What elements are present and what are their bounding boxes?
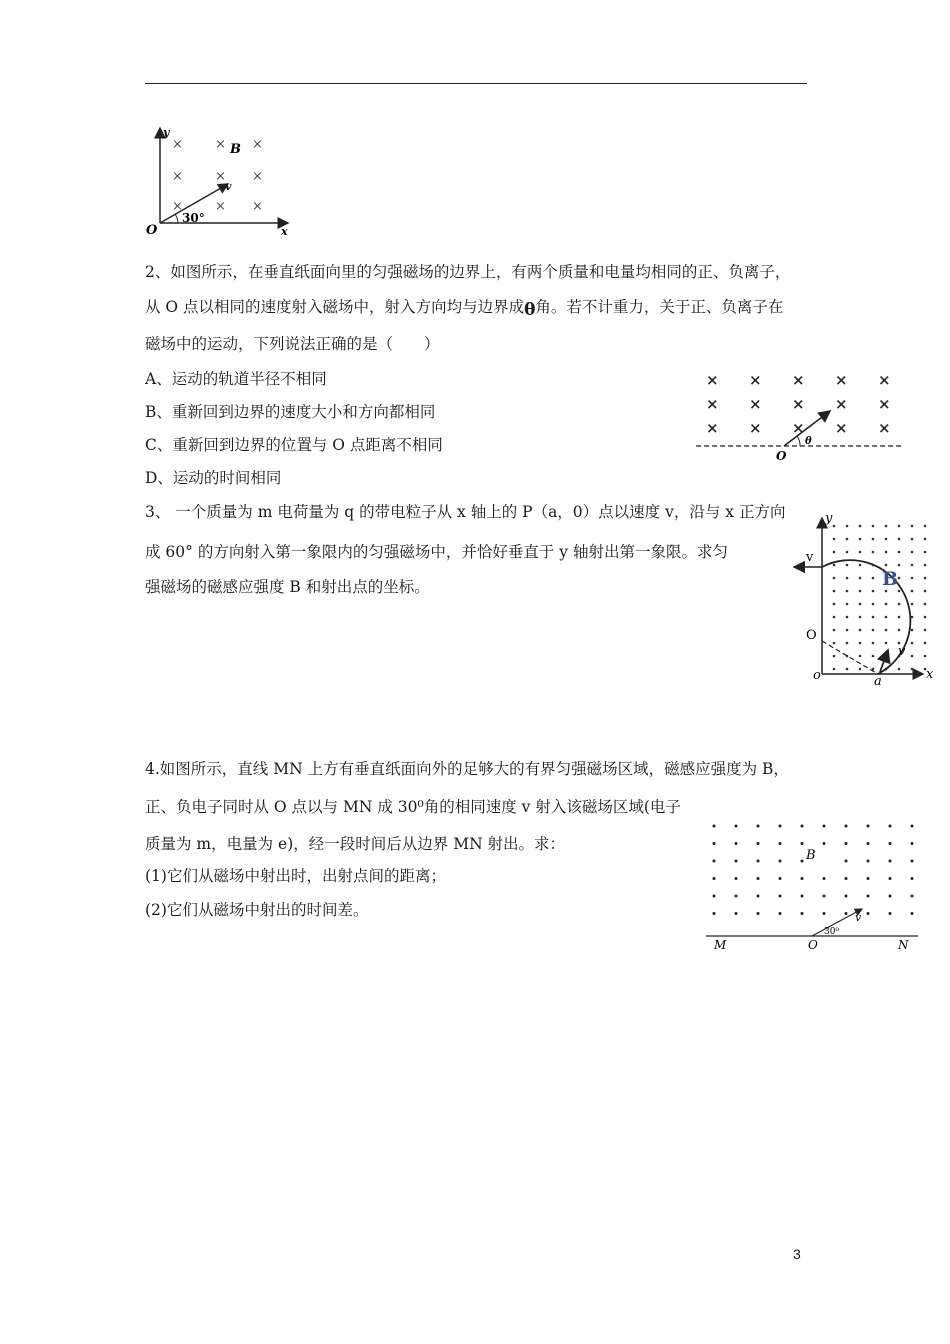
q3-line-1: 3、 一个质量为 m 电荷量为 q 的带电粒子从 x 轴上的 P（a，0）点以速度 v，沿与 x 正方向 — [145, 503, 786, 521]
q4-line-5: (2)它们从磁场中射出的时间差。 — [145, 901, 369, 919]
svg-text:×: × — [706, 371, 719, 389]
field-dot — [889, 825, 892, 828]
fig2-theta-label: θ — [805, 436, 812, 447]
field-dot — [833, 668, 836, 671]
field-dot — [833, 629, 836, 632]
field-dot — [924, 603, 927, 606]
figure-3-quadrant-field — [778, 508, 943, 686]
figure-4-mn-boundary — [700, 812, 922, 952]
fig4-m-label: M — [714, 938, 727, 952]
field-dot — [867, 860, 870, 863]
field-dot — [779, 842, 782, 845]
field-dot — [779, 825, 782, 828]
fig3-a-label: a — [874, 674, 882, 686]
field-dot — [911, 538, 914, 541]
field-dot — [898, 668, 901, 671]
field-dot — [713, 912, 716, 915]
field-dot — [735, 860, 738, 863]
field-dot — [846, 629, 849, 632]
field-dot — [898, 629, 901, 632]
field-dot — [924, 551, 927, 554]
field-dot — [833, 577, 836, 580]
field-dot — [867, 912, 870, 915]
field-dot — [779, 895, 782, 898]
field-dot — [846, 538, 849, 541]
field-dot — [924, 655, 927, 658]
field-dot — [924, 564, 927, 567]
field-dot — [867, 825, 870, 828]
field-dot — [713, 895, 716, 898]
fig4-b-label: B — [806, 848, 816, 863]
svg-text:×: × — [252, 169, 263, 184]
field-dot — [898, 525, 901, 528]
field-dot — [833, 525, 836, 528]
q4-line-2: 正、负电子同时从 O 点以与 MN 成 30⁰角的相同速度 v 射入该磁场区域(电子 — [145, 798, 681, 816]
svg-text:×: × — [252, 137, 263, 152]
field-dot — [735, 895, 738, 898]
fig3-v-right-label: v — [898, 644, 906, 659]
field-dot — [872, 642, 875, 645]
field-dot — [911, 577, 914, 580]
field-dot — [898, 616, 901, 619]
fig1-b-label: B — [230, 142, 241, 157]
field-dot — [823, 912, 826, 915]
field-dot — [872, 616, 875, 619]
svg-text:×: × — [878, 419, 891, 437]
field-dot — [911, 551, 914, 554]
svg-text:×: × — [215, 137, 226, 152]
field-dot — [859, 551, 862, 554]
field-dot — [898, 564, 901, 567]
svg-text:×: × — [215, 199, 226, 214]
field-dot — [872, 538, 875, 541]
field-dot — [757, 895, 760, 898]
svg-text:×: × — [215, 169, 226, 184]
field-dot — [898, 577, 901, 580]
field-dot — [885, 629, 888, 632]
field-dot — [859, 668, 862, 671]
field-dot — [924, 616, 927, 619]
fig3-v-top-label: v — [806, 550, 814, 565]
field-dot — [859, 629, 862, 632]
field-dot — [885, 564, 888, 567]
svg-text:×: × — [706, 419, 719, 437]
q2-option-d: D、运动的时间相同 — [145, 469, 282, 487]
q2-line-2 — [145, 297, 784, 320]
svg-text:×: × — [878, 371, 891, 389]
field-dot — [735, 912, 738, 915]
field-dot — [859, 538, 862, 541]
field-dot — [757, 842, 760, 845]
field-dot — [911, 668, 914, 671]
field-dot — [846, 564, 849, 567]
fig1-v-label: v — [225, 180, 232, 193]
q2-line-1: 2、如图所示，在垂直纸面向里的匀强磁场的边界上，有两个质量和电量均相同的正、负离子， — [145, 263, 791, 281]
svg-text:×: × — [792, 395, 805, 413]
field-dot — [735, 825, 738, 828]
field-dot — [735, 842, 738, 845]
field-dot — [867, 877, 870, 880]
field-dot — [889, 860, 892, 863]
field-dot — [757, 825, 760, 828]
field-dot — [889, 842, 892, 845]
field-dot — [833, 551, 836, 554]
figure-1-magnetic-field — [140, 122, 300, 240]
svg-text:×: × — [749, 395, 762, 413]
fig4-n-label: N — [898, 938, 909, 952]
q2-line-3: 磁场中的运动，下列说法正确的是（ ） — [145, 335, 440, 353]
fig3-x-label: x — [926, 667, 934, 682]
svg-text:×: × — [706, 395, 719, 413]
q3-line-2: 成 60° 的方向射入第一象限内的匀强磁场中，并恰好垂直于 y 轴射出第一象限。求匀 — [145, 543, 728, 561]
field-dot — [757, 877, 760, 880]
field-dot — [801, 842, 804, 845]
field-dot — [713, 825, 716, 828]
field-dot — [872, 603, 875, 606]
field-dot — [801, 912, 804, 915]
field-dot — [713, 877, 716, 880]
field-dot — [801, 825, 804, 828]
field-dot — [713, 842, 716, 845]
field-dot — [872, 629, 875, 632]
page-number: 3 — [793, 1246, 801, 1262]
field-dot — [885, 603, 888, 606]
field-dot — [911, 877, 914, 880]
field-dot — [801, 895, 804, 898]
q2-option-b: B、重新回到边界的速度大小和方向都相同 — [145, 403, 436, 421]
field-dot — [846, 616, 849, 619]
field-dot — [872, 525, 875, 528]
field-dot — [924, 577, 927, 580]
field-dot — [859, 590, 862, 593]
fig2-origin-label: O — [776, 449, 787, 463]
field-dot — [833, 538, 836, 541]
field-dot — [885, 525, 888, 528]
field-dot — [779, 877, 782, 880]
fig4-angle-label: 30⁰ — [824, 927, 840, 937]
field-dot — [867, 895, 870, 898]
q2-line-2-end: 角。若不计重力，关于正、负离子在 — [535, 298, 784, 316]
field-dot — [779, 912, 782, 915]
field-dot — [872, 590, 875, 593]
field-dot — [898, 538, 901, 541]
field-dot — [889, 912, 892, 915]
field-dot — [898, 603, 901, 606]
field-dot — [898, 590, 901, 593]
field-dot — [859, 525, 862, 528]
fig1-y-label: y — [163, 126, 170, 139]
field-dot — [885, 590, 888, 593]
field-dot — [924, 590, 927, 593]
field-dot — [911, 564, 914, 567]
svg-text:×: × — [252, 199, 263, 214]
field-dot — [885, 538, 888, 541]
field-dot — [757, 860, 760, 863]
field-dot — [779, 860, 782, 863]
svg-text:×: × — [835, 419, 848, 437]
field-dot — [833, 642, 836, 645]
field-dot — [823, 825, 826, 828]
field-dot — [889, 895, 892, 898]
field-dot — [911, 642, 914, 645]
fig4-o-label: O — [808, 938, 818, 952]
field-dot — [833, 655, 836, 658]
field-dot — [846, 668, 849, 671]
field-dot — [911, 655, 914, 658]
field-dot — [898, 551, 901, 554]
field-dot — [911, 895, 914, 898]
field-dot — [859, 564, 862, 567]
svg-text:×: × — [172, 199, 183, 214]
q2-option-a: A、运动的轨道半径不相同 — [145, 370, 327, 388]
field-dot — [924, 538, 927, 541]
field-dot — [889, 877, 892, 880]
svg-text:×: × — [172, 169, 183, 184]
field-dot — [846, 603, 849, 606]
field-dot — [823, 877, 826, 880]
field-dot — [911, 590, 914, 593]
field-dot — [845, 895, 848, 898]
field-dot — [911, 603, 914, 606]
field-dot — [846, 642, 849, 645]
fig3-origin-label: o — [813, 668, 821, 683]
svg-text:×: × — [749, 371, 762, 389]
field-dot — [833, 564, 836, 567]
svg-text:×: × — [835, 395, 848, 413]
fig3-center-label: O — [806, 628, 817, 643]
svg-text:×: × — [792, 419, 805, 437]
field-dot — [823, 842, 826, 845]
svg-text:×: × — [835, 371, 848, 389]
svg-text:×: × — [878, 395, 891, 413]
fig4-v-label: v — [855, 911, 862, 924]
fig1-origin-label: O — [146, 223, 158, 238]
field-dot — [845, 842, 848, 845]
field-dot — [845, 912, 848, 915]
field-dot — [924, 525, 927, 528]
theta-symbol: θ — [524, 300, 536, 320]
field-dot — [859, 616, 862, 619]
q4-line-3: 质量为 m，电量为 e)，经一段时间后从边界 MN 射出。求： — [145, 835, 566, 853]
fig3-b-label: B — [882, 568, 899, 590]
field-dot — [859, 577, 862, 580]
field-dot — [833, 616, 836, 619]
field-dot — [833, 603, 836, 606]
svg-text:×: × — [749, 419, 762, 437]
figure-2-boundary-field — [692, 366, 908, 464]
field-dot — [911, 860, 914, 863]
fig3-y-label: y — [825, 511, 833, 526]
field-dot — [885, 616, 888, 619]
field-dot — [924, 642, 927, 645]
field-dot — [757, 912, 760, 915]
field-dot — [846, 525, 849, 528]
field-dot — [735, 877, 738, 880]
field-dot — [924, 629, 927, 632]
field-dot — [845, 825, 848, 828]
field-dot — [846, 590, 849, 593]
field-dot — [872, 551, 875, 554]
field-dot — [713, 860, 716, 863]
field-dot — [872, 577, 875, 580]
field-dot — [911, 842, 914, 845]
field-dot — [911, 912, 914, 915]
field-dot — [872, 655, 875, 658]
field-dot — [867, 842, 870, 845]
field-dot — [911, 629, 914, 632]
field-dot — [911, 525, 914, 528]
field-dot — [885, 642, 888, 645]
field-dot — [801, 877, 804, 880]
svg-text:×: × — [792, 371, 805, 389]
field-dot — [859, 603, 862, 606]
field-dot — [833, 590, 836, 593]
svg-text:×: × — [172, 137, 183, 152]
field-dot — [911, 825, 914, 828]
fig1-x-label: x — [281, 225, 288, 238]
q4-line-4: (1)它们从磁场中射出时，出射点间的距离； — [145, 867, 446, 885]
field-dot — [859, 642, 862, 645]
field-dot — [859, 655, 862, 658]
field-dot — [846, 551, 849, 554]
q3-line-3: 强磁场的磁感应强度 B 和射出点的坐标。 — [145, 578, 430, 596]
fig1-angle-label: 30° — [182, 211, 205, 225]
field-dot — [845, 860, 848, 863]
q2-option-c: C、重新回到边界的位置与 O 点距离不相同 — [145, 436, 443, 454]
field-dot — [801, 860, 804, 863]
q2-line-2-start: 从 O 点以相同的速度射入磁场中，射入方向均与边界成 — [145, 298, 525, 316]
q4-line-1: 4.如图所示，直线 MN 上方有垂直纸面向外的足够大的有界匀强磁场区域，磁感应强度为 B， — [145, 760, 789, 778]
field-dot — [845, 877, 848, 880]
field-dot — [885, 551, 888, 554]
field-dot — [823, 895, 826, 898]
field-dot — [846, 577, 849, 580]
header-rule — [145, 83, 807, 84]
